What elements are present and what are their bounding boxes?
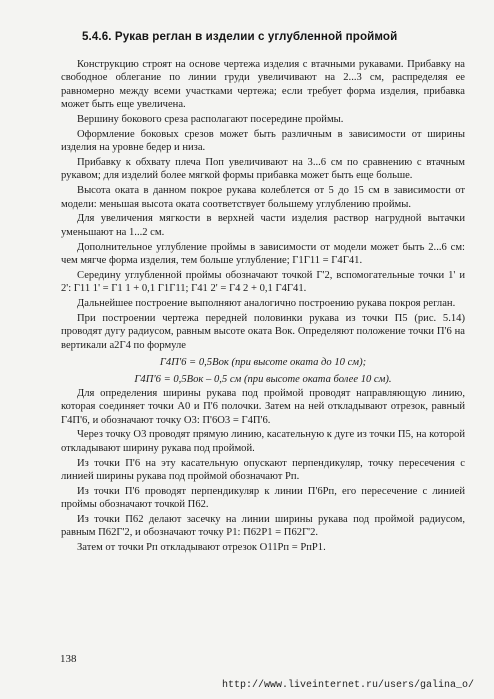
section-heading: 5.4.6. Рукав реглан в изделии с углубленной проймой <box>82 30 398 43</box>
paragraph: Дополнительное углубление проймы в зависимости от модели может быть 2...6 см: чем мягче форма изделия, тем больше углубление; Г1Г11 = Г4Г41. <box>61 241 465 267</box>
paragraph: Из точки П'6 проводят перпендикуляр к линии П'6Рп, его пересечение с линией проймы обозначают точкой П62. <box>61 485 465 511</box>
paragraph: Через точку О3 проводят прямую линию, касательную к дуге из точки П5, на которой откладывают ширину рукава под проймой. <box>61 429 465 454</box>
paragraph: Из точки П62 делают засечку на линии ширины рукава под проймой радиусом, равным П62Г'2, и обозначают точку Р1: П62Р1 = П62Г'2. <box>61 514 465 539</box>
body-text <box>61 58 465 556</box>
paragraph: Середину углубленной проймы обозначают точкой Г'2, вспомогательные точки 1' и 2': Г11 1' = Г1 1 + 0,1 Г1Г11; Г41 2' = Г4 2 + 0,1 Г4Г41. <box>61 269 465 295</box>
paragraph: Оформление боковых срезов может быть различным в зависимости от ширины изделия на уровне бедер и низа. <box>61 128 465 154</box>
paragraph: Вершину бокового среза располагают посередине проймы. <box>77 114 344 126</box>
paragraph: Дальнейшее построение выполняют аналогично построению рукава покроя реглан. <box>77 298 456 310</box>
page-number: 138 <box>60 653 77 665</box>
paragraph: Для определения ширины рукава под проймой проводят направляющую линию, которая соединяет точки А0 и П'6 полочки. Затем на ней откладывают отрезок, равный Г4П'6, и обозначают точку О3: П'6О3 = Г4П'6. <box>61 387 465 426</box>
watermark-url: http://www.liveinternet.ru/users/galina_o/ <box>221 680 474 691</box>
paragraph: Для увеличения мягкости в верхней части изделия раствор нагрудной вытачки уменьшают на 1...2 см. <box>61 213 465 238</box>
paragraph: Затем от точки Рп откладывают отрезок О11Рп = РпР1. <box>77 542 326 554</box>
paragraph: При построении чертежа передней половинки рукава из точки П5 (рис. 5.14) проводят дугу радиусом, равным высоте оката Вок. Определяют положение точки П'6 на вертикали а2Г4 по формуле <box>61 312 465 351</box>
paragraph: Из точки П'6 на эту касательную опускают перпендикуляр, точку пересечения с линией ширины рукава под проймой обозначают Рп. <box>61 457 465 483</box>
formula: Г4П'6 = 0,5Вок (при высоте оката до 10 см); <box>159 357 367 369</box>
paragraph: Прибавку к обхвату плеча Поп увеличивают на 3...6 см по сравнению с втачным рукавом; для изделий более мягкой формы прибавка может быть еще больше. <box>61 157 465 182</box>
formula: Г4П'6 = 0,5Вок – 0,5 см (при высоте оката более 10 см). <box>134 374 392 386</box>
paragraph: Конструкцию строят на основе чертежа изделия с втачными рукавами. Прибавку на свободное облегание по линии груди увеличивают на 2...3 см, распределяя ее равномерно между всеми участками чертежа; если требует форма изделия, прибавка может быть еще увеличена. <box>61 59 465 111</box>
paragraph: Высота оката в данном покрое рукава колеблется от 5 до 15 см в зависимости от модели: меньшая высота оката соответствует большему углублению проймы. <box>61 185 465 210</box>
